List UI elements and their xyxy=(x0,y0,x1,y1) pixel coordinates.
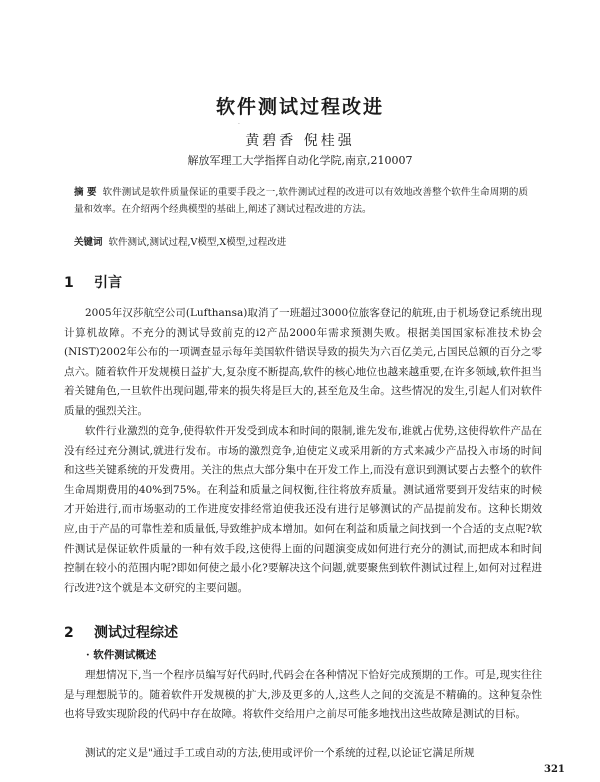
keywords-label: 关键词 xyxy=(74,237,103,248)
section-2-subheading: · 软件测试概述 xyxy=(86,649,157,661)
section-1-number: 1 xyxy=(64,275,74,291)
section-1-heading xyxy=(64,272,122,292)
section-2-heading xyxy=(64,622,178,642)
section-2-number: 2 xyxy=(64,625,74,641)
paper-authors: 黄碧香 倪桂强 xyxy=(245,133,355,149)
abstract xyxy=(74,184,528,218)
abstract-label: 摘 要 xyxy=(74,187,97,198)
section-2-paragraph-2: 测试的定义是"通过手工或自动的方法,使用或评价一个系统的过程,以论证它满足所规 xyxy=(85,747,475,759)
section-2-paragraph-1: 理想情况下,当一个程序员编写好代码时,代码会在各种情况下恰好完成预期的工作。可是,现实往往是与理想脱节的。随着软件开发规模的扩大,涉及更多的人,这些人之间的交流是不精确的。这种复杂性也将导致实现阶段的代码中存在故障。将软件交给用户之前尽可能多地找出这些故障是测试的目标。 xyxy=(64,669,542,721)
section-1-title: 引言 xyxy=(94,275,122,291)
scan-speck: · xyxy=(238,121,240,128)
paper-title: 软件测试过程改进 xyxy=(215,96,384,118)
paper-affiliation: 解放军理工大学指挥自动化学院,南京,210007 xyxy=(187,154,413,167)
keywords-text: 软件测试,测试过程,V模型,X模型,过程改进 xyxy=(108,237,287,248)
abstract-text: 软件测试是软件质量保证的重要手段之一,软件测试过程的改进可以有效地改善整个软件生命周期的质量和效率。在介绍两个经典模型的基础上,阐述了测试过程改进的方法。 xyxy=(74,187,528,215)
section-1-paragraph-1: 2005年汉莎航空公司(Lufthansa)取消了一班超过3000位旅客登记的航班,由于机场登记系统出现计算机故障。不充分的测试导致前克的i2产品2000年需求预测失败。根据美国国家标准技术协会(NIST)2002年公布的一项调查显示每年美国软件错误导致的损失为六百亿美元,占国民总额的百分之零点六。随着软件开发规模日益扩大,复杂度不断提高,软件的核心地位也越来越重要,在许多领域,软件担当着关键角色,一旦软件出现问题,带来的损失将是巨大的,甚至危及生命。这些情况的发生,引起人们对软件质量的强烈关注。 xyxy=(64,307,542,417)
page-number: 321 xyxy=(544,764,565,775)
keywords xyxy=(74,236,528,250)
section-2-title: 测试过程综述 xyxy=(94,625,178,641)
section-1-paragraph-2: 软件行业激烈的竞争,使得软件开发受到成本和时间的限制,谁先发布,谁就占优势,这使得软件产品在没有经过充分测试,就进行发布。市场的激烈竞争,迫使定义或采用新的方式来减少产品投入市场的时间和这些关键系统的开发费用。关注的焦点大部分集中在开发工作上,而没有意识到测试要占去整个的软件生命周期费用的40%到75%。在利益和质量之间权衡,往往将放弃质量。测试通常要到开发结束的时候才开始进行,而市场驱动的工作进度安排经常迫使我还没有进行足够测试的产品提前发布。这种长期效应,由于产品的可靠性差和质量低,导致维护成本增加。如何在利益和质量之间找到一个合适的支点呢?软件测试是保证软件质量的一种有效手段,这使得上面的问题演变成如何进行充分的测试,而把成本和时间控制在较小的范围内呢?即如何使之最小化?要解决这个问题,就要聚焦到软件测试过程上,如何对过程进行改进?这个就是本文研究的主要问题。 xyxy=(64,425,542,594)
